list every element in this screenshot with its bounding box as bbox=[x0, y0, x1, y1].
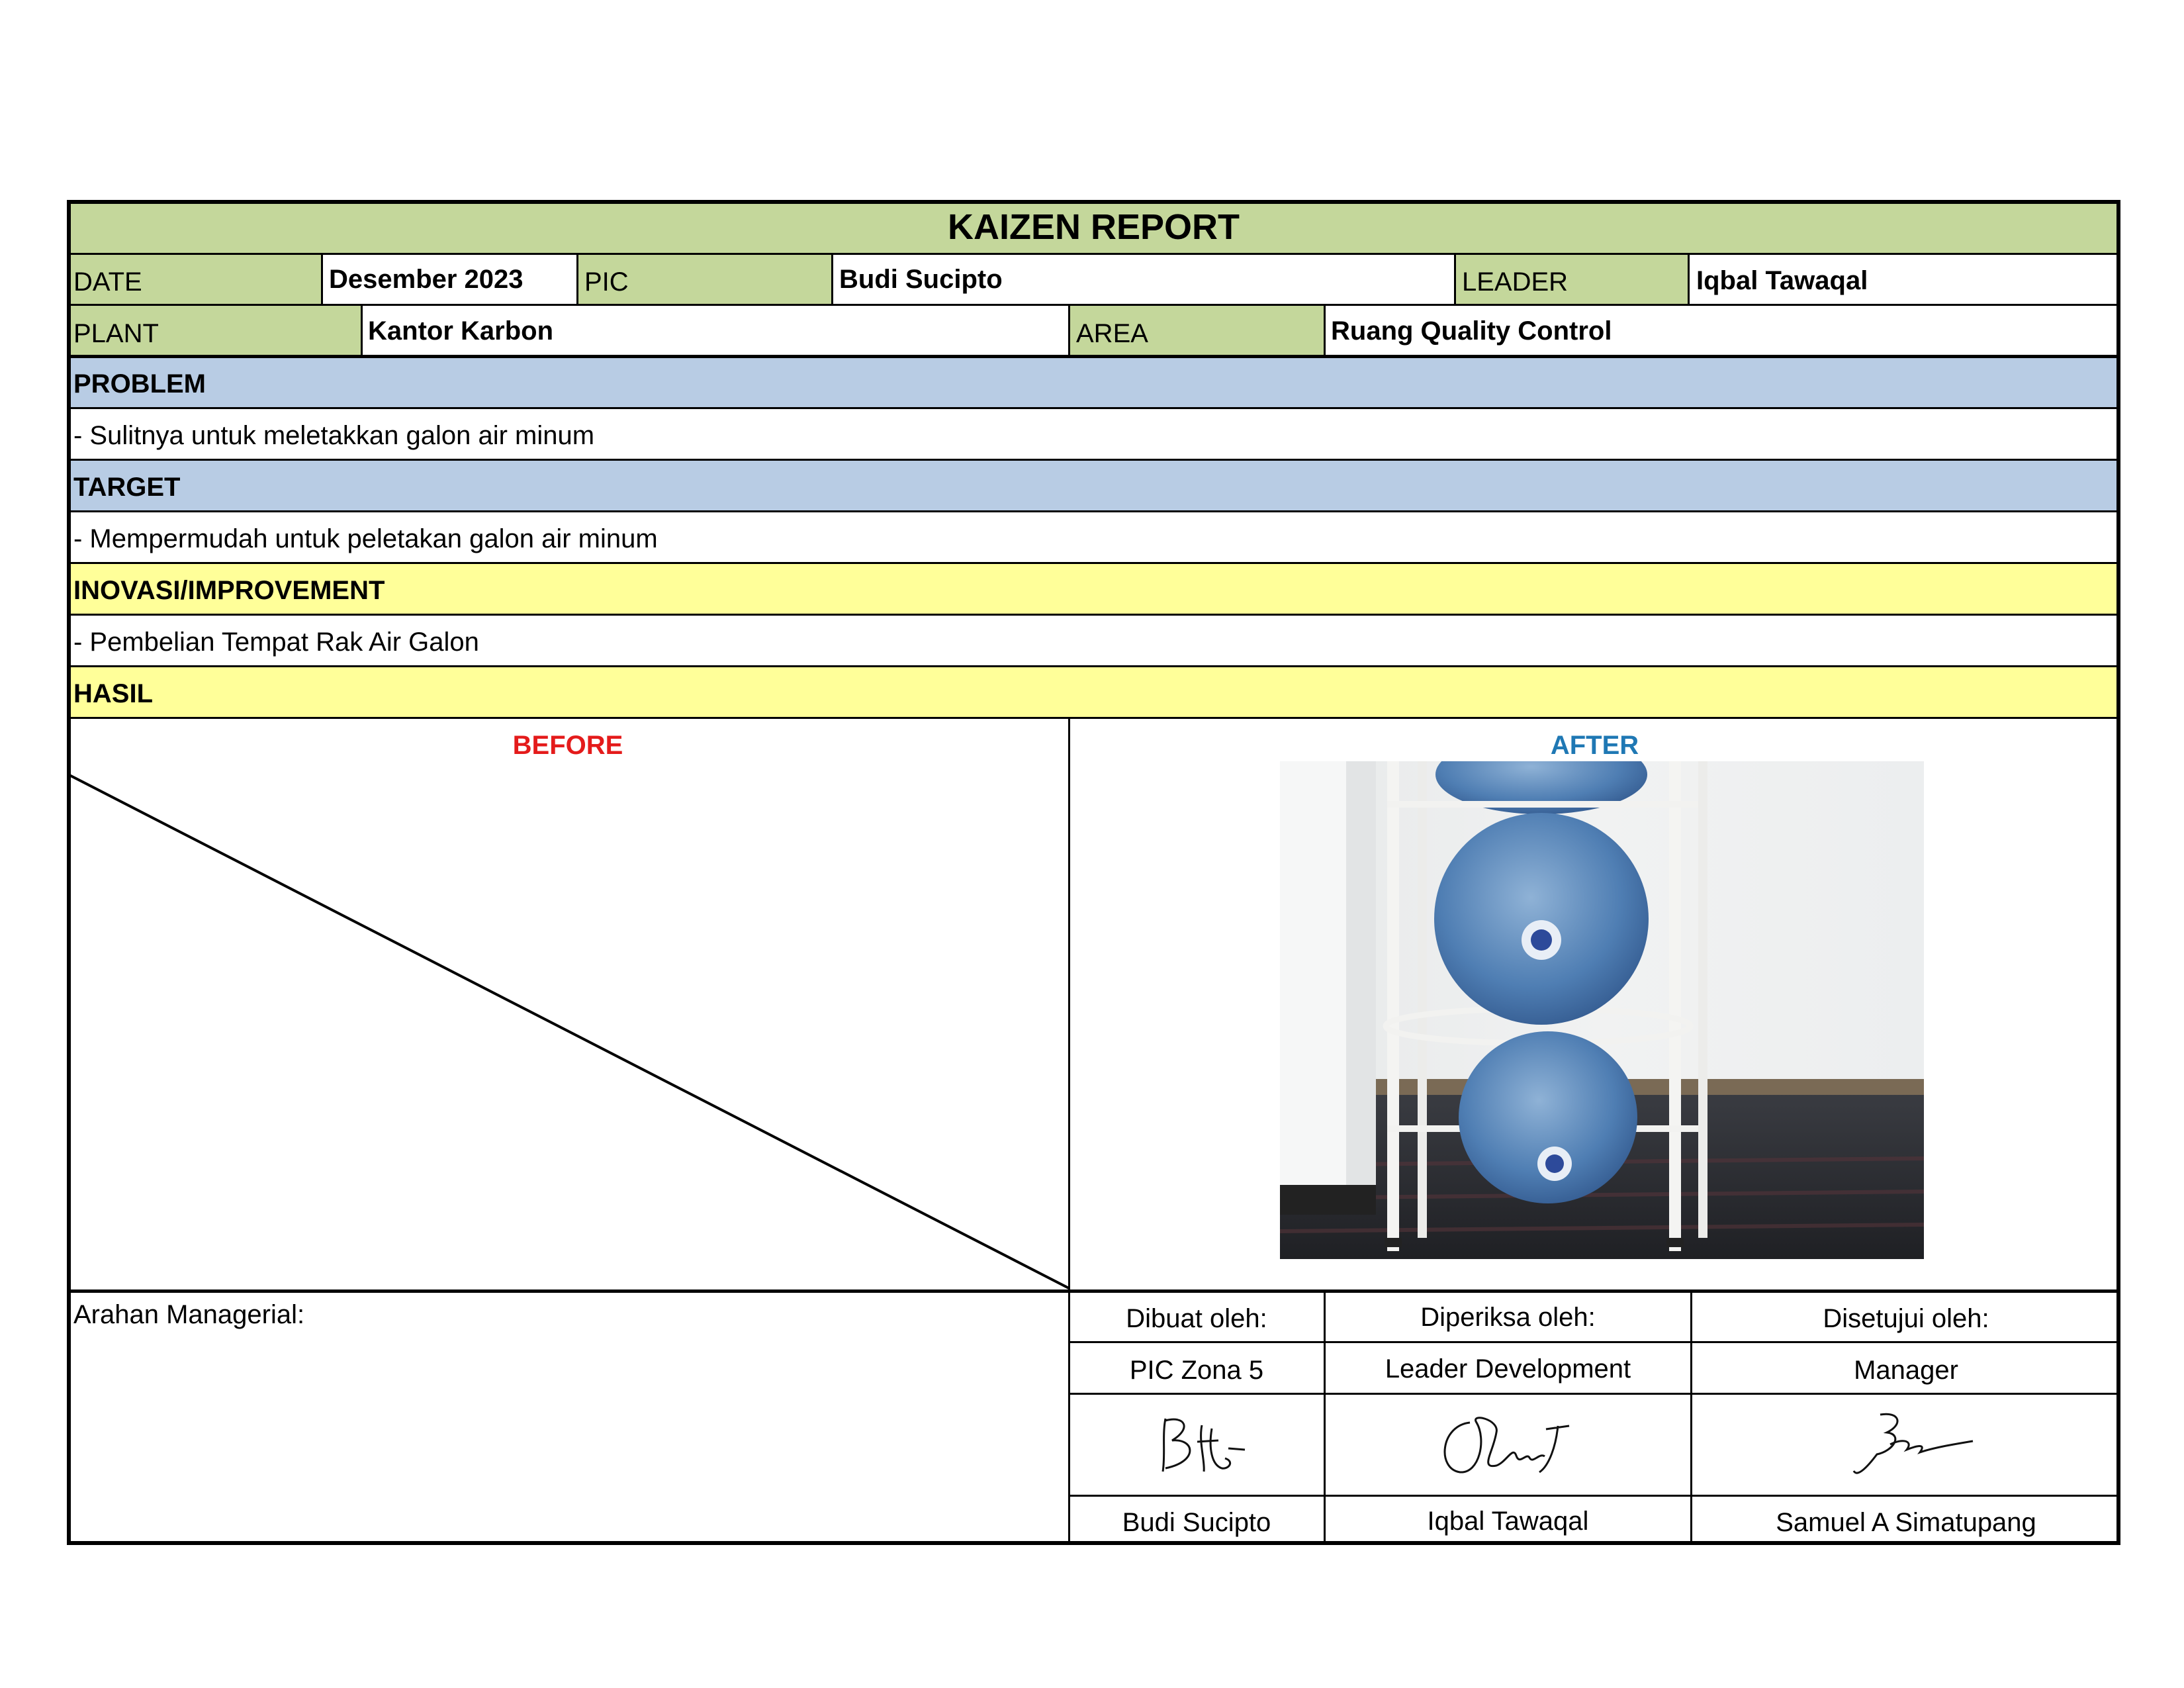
area-value: Ruang Quality Control bbox=[1331, 316, 1612, 346]
problem-heading: PROBLEM bbox=[73, 369, 206, 399]
column-3-name: Samuel A Simatupang bbox=[1776, 1508, 2036, 1537]
plant-value: Kantor Karbon bbox=[368, 316, 553, 346]
signature-3 bbox=[1841, 1405, 1986, 1484]
innovation-text: - Pembelian Tempat Rak Air Galon bbox=[73, 628, 479, 657]
plant-label: PLANT bbox=[73, 319, 159, 348]
after-label: AFTER bbox=[1550, 731, 1639, 760]
signature-2 bbox=[1433, 1406, 1586, 1485]
column-1-role: PIC Zona 5 bbox=[1129, 1356, 1264, 1385]
date-value: Desember 2023 bbox=[329, 265, 523, 294]
area-label: AREA bbox=[1076, 319, 1148, 348]
kaizen-report-form bbox=[67, 200, 2120, 1545]
result-heading: HASIL bbox=[73, 679, 153, 708]
after-photo bbox=[1280, 761, 1924, 1259]
innovation-heading: INOVASI/IMPROVEMENT bbox=[73, 576, 385, 605]
signature-1 bbox=[1146, 1409, 1251, 1481]
column-3-role: Manager bbox=[1854, 1356, 1958, 1385]
problem-text: - Sulitnya untuk meletakkan galon air minum bbox=[73, 421, 595, 450]
column-3-heading: Disetujui oleh: bbox=[1823, 1304, 1989, 1333]
leader-label: LEADER bbox=[1462, 267, 1569, 297]
column-2-role: Leader Development bbox=[1385, 1354, 1631, 1383]
report-title: KAIZEN REPORT bbox=[947, 207, 1240, 247]
target-heading: TARGET bbox=[73, 473, 181, 502]
leader-value: Iqbal Tawaqal bbox=[1696, 266, 1868, 295]
pic-label: PIC bbox=[584, 267, 629, 297]
column-1-heading: Dibuat oleh: bbox=[1126, 1304, 1267, 1333]
arahan-managerial-label: Arahan Managerial: bbox=[73, 1300, 305, 1329]
date-label: DATE bbox=[73, 267, 142, 297]
column-2-name: Iqbal Tawaqal bbox=[1427, 1507, 1589, 1536]
column-1-name: Budi Sucipto bbox=[1122, 1508, 1271, 1537]
pic-value: Budi Sucipto bbox=[839, 265, 1003, 294]
target-text: - Mempermudah untuk peletakan galon air minum bbox=[73, 524, 658, 553]
before-label: BEFORE bbox=[512, 731, 623, 760]
column-2-heading: Diperiksa oleh: bbox=[1420, 1303, 1596, 1332]
